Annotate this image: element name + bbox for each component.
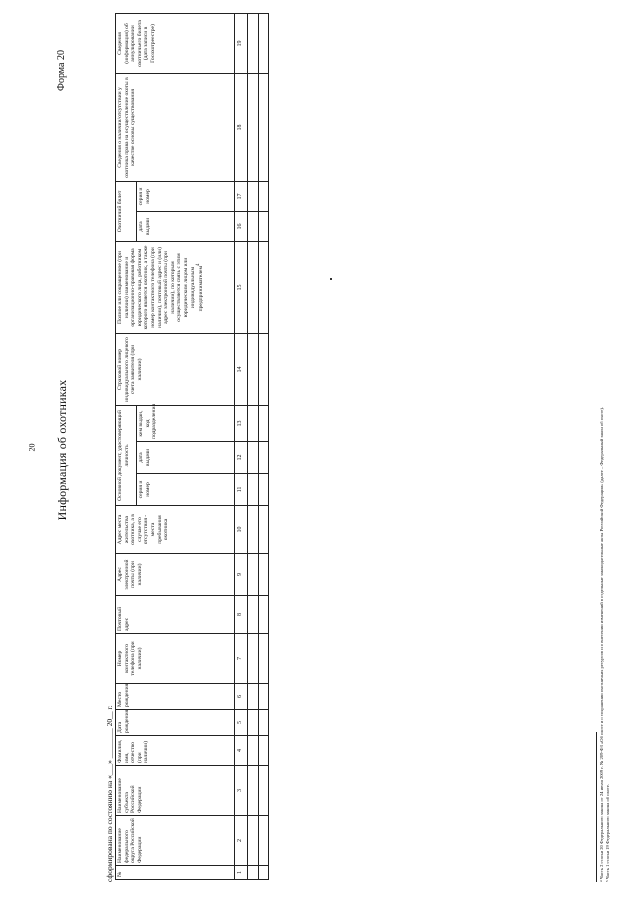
table-cell <box>248 596 259 634</box>
column-number: 14 <box>235 334 248 406</box>
table-cell <box>258 736 269 766</box>
header-issued-by: кем выдан, код подразделения <box>137 406 235 442</box>
table-cell <box>258 242 269 334</box>
footnote-rule <box>596 732 597 882</box>
table-cell <box>248 181 259 211</box>
column-number: 10 <box>235 506 248 554</box>
scan-mark <box>330 278 332 280</box>
column-number-row <box>235 13 248 879</box>
table-cell <box>248 736 259 766</box>
footnote-5: ⁵ Часть 1 статьи 19 Федерального закона об охоте. <box>604 783 610 882</box>
table-cell <box>248 474 259 506</box>
table-cell <box>248 406 259 442</box>
table-cell <box>248 816 259 866</box>
header-no: № <box>116 866 235 880</box>
form-number: Форма 20 <box>56 50 67 91</box>
table-cell <box>248 13 259 73</box>
table-cell <box>248 242 259 334</box>
table-cell <box>248 684 259 710</box>
header-phone: Номер контактного телефона (при наличии) <box>116 634 235 684</box>
table-cell <box>258 13 269 73</box>
table-cell <box>258 212 269 242</box>
table-cell <box>258 816 269 866</box>
column-number: 8 <box>235 596 248 634</box>
column-number: 9 <box>235 554 248 596</box>
table-cell <box>258 181 269 211</box>
table-cell <box>258 334 269 406</box>
header-id-document-group: Основной документ, удостоверяющий личность <box>116 406 137 506</box>
page-number: 20 <box>27 443 37 452</box>
column-number: 13 <box>235 406 248 442</box>
column-number: 5 <box>235 710 248 736</box>
hunters-table-wrapper <box>115 20 269 880</box>
table-cell <box>258 866 269 880</box>
header-ticket-group: Охотничий билет <box>116 181 137 241</box>
table-cell <box>248 442 259 474</box>
footnote-4: ⁴ Часть 2 статьи 20 Федерального закона от 24 июля 2009 г. № 209-ФЗ «Об охоте и о сохранении охотничьих ресурсов и о внесении изменений в отдельные законодательные акты Российской Федерации» (далее – Федеральный закон об охоте). <box>599 406 604 882</box>
table-row <box>248 13 259 879</box>
column-number: 11 <box>235 474 248 506</box>
table-cell <box>248 73 259 181</box>
hunters-table <box>115 13 269 880</box>
header-ticket-series: серия и номер <box>137 181 235 211</box>
table-cell <box>258 506 269 554</box>
header-email: Адрес электронной почты (при наличии) <box>116 554 235 596</box>
column-number: 19 <box>235 13 248 73</box>
header-issue-date: дата выдачи <box>137 442 235 474</box>
header-birth-date: Дата рождения <box>116 710 235 736</box>
header-employer-text: Полное или сокращенное (при наличии) наименование и организационно-правовая форма юридического лица, работником которого является охотник, а также номер контактного телефона (при наличии), почтовый адрес и (или) адрес электронной почты (при наличии), по которым осуществляется связь с этим юридическим лицом или индивидуальным предпринимателем <box>117 245 204 330</box>
table-row <box>258 13 269 879</box>
column-number: 6 <box>235 684 248 710</box>
table-cell <box>258 766 269 816</box>
table-cell <box>248 212 259 242</box>
table-cell <box>258 442 269 474</box>
table-header-row <box>116 13 137 879</box>
table-cell <box>258 406 269 442</box>
table-cell <box>258 634 269 684</box>
column-number: 12 <box>235 442 248 474</box>
column-number: 18 <box>235 73 248 181</box>
column-number: 7 <box>235 634 248 684</box>
column-number: 1 <box>235 866 248 880</box>
header-postal: Почтовый адрес <box>116 596 235 634</box>
table-cell <box>258 73 269 181</box>
header-subject: Наименование субъекта Российской Федерации <box>116 766 235 816</box>
header-series-number: серия и номер <box>137 474 235 506</box>
header-snils: Страховой номер индивидуального лицевого счета заявителя (при наличии) <box>116 334 235 406</box>
header-name: Фамилия, имя, отчество (при наличии) <box>116 736 235 766</box>
column-number: 16 <box>235 212 248 242</box>
table-cell <box>248 554 259 596</box>
header-district: Наименование федерального округа Российской Федерации <box>116 816 235 866</box>
table-cell <box>258 474 269 506</box>
document-title: Информация об охотниках <box>55 379 69 521</box>
formed-date-line: сформирована по состоянию на «___» ________ 20__ г. <box>105 705 114 882</box>
table-cell <box>248 634 259 684</box>
table-cell <box>248 334 259 406</box>
table-cell <box>258 710 269 736</box>
header-birth-place: Место рождения <box>116 684 235 710</box>
footnote-ref: 4 <box>196 263 202 266</box>
column-number: 17 <box>235 181 248 211</box>
table-cell <box>258 684 269 710</box>
column-number: 4 <box>235 736 248 766</box>
column-number: 2 <box>235 816 248 866</box>
header-activity: Сведения о наличии/отсутствии у охотника права на осуществление охоты в качестве основы существования <box>116 73 235 181</box>
table-cell <box>248 766 259 816</box>
header-ticket-date: дата выдачи <box>137 212 235 242</box>
footnotes <box>596 262 611 882</box>
column-number: 15 <box>235 242 248 334</box>
table-cell <box>248 710 259 736</box>
header-cancel: Сведения (информация) об аннулировании охотничьего билета (дата записи в Госохотреестре) <box>116 13 235 73</box>
header-residence: Адрес места жительства охотника, а в случае его отсутствия - места пребывания охотника <box>116 506 235 554</box>
header-employer <box>116 242 235 334</box>
column-number: 3 <box>235 766 248 816</box>
table-cell <box>248 866 259 880</box>
table-cell <box>248 506 259 554</box>
table-cell <box>258 554 269 596</box>
table-cell <box>258 596 269 634</box>
